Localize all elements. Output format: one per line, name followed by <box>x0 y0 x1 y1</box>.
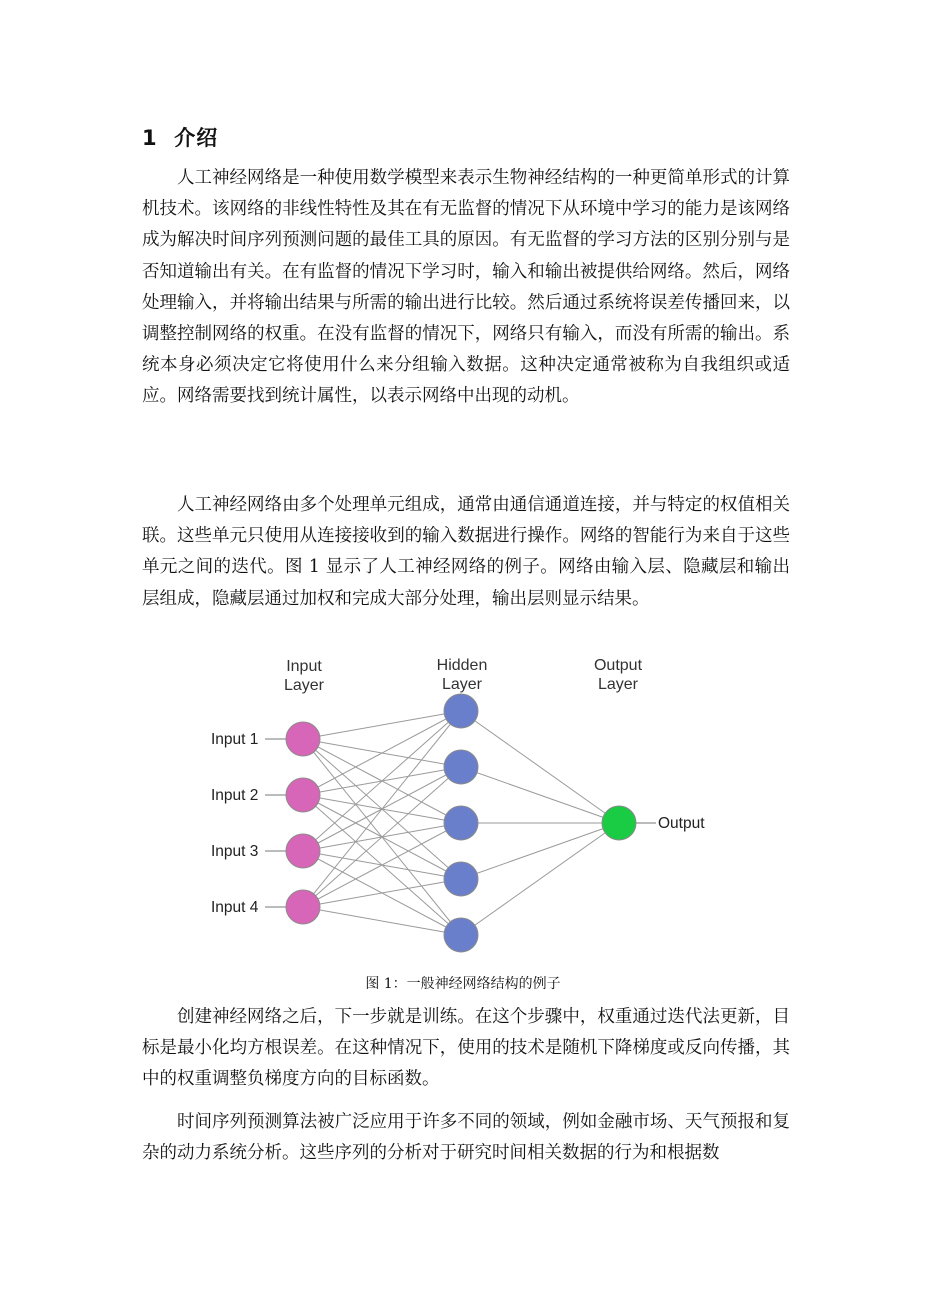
hidden-node-3 <box>444 806 478 840</box>
figure-caption: 图 1：一般神经网络结构的例子 <box>365 976 561 992</box>
hidden-node-2 <box>444 750 478 784</box>
paragraph-2: 人工神经网络由多个处理单元组成，通常由通信通道连接，并与特定的权值相关联。这些单元只使用从连接接收到的输入数据进行操作。网络的智能行为来自于这些单元之间的迭代。图 1 显示了人工神经网络的例子。网络由输入层、隐藏层和输出层组成，隐藏层通过加权和完成大部分处理，输出层则显示结果。 <box>142 495 790 609</box>
input-node-2 <box>286 778 320 812</box>
input-layer-heading-line1: Input <box>286 658 322 675</box>
input-layer-heading-line2: Layer <box>283 677 325 694</box>
neural-network-diagram <box>190 648 750 968</box>
section-heading <box>142 122 218 152</box>
edge-input-4-hidden-2 <box>303 767 461 907</box>
input-label-4: Input 4 <box>211 899 259 916</box>
input-label-1: Input 1 <box>211 731 259 748</box>
output-layer-heading-line1: Output <box>593 657 643 674</box>
hidden-layer-heading-line1: Hidden <box>436 657 488 674</box>
output-node <box>602 806 636 840</box>
input-label-2: Input 2 <box>211 787 259 804</box>
edge-hidden-2-output <box>461 767 619 823</box>
edge-input-1-hidden-1 <box>303 711 461 739</box>
hidden-node-1 <box>444 694 478 728</box>
edge-hidden-1-output <box>461 711 619 823</box>
edge-input-4-hidden-1 <box>303 711 461 907</box>
paragraph-1: 人工神经网络是一种使用数学模型来表示生物神经结构的一种更简单形式的计算机技术。该网络的非线性特性及其在有无监督的情况下从环境中学习的能力是该网络成为解决时间序列预测问题的最佳工具的原因。有无监督的学习方法的区别分别与是否知道输出有关。在有监督的情况下学习时，输入和输出被提供给网络。然后，网络处理输入，并将输出结果与所需的输出进行比较。然后通过系统将误差传播回来，以调整控制网络的权重。在没有监督的情况下，网络只有输入，而没有所需的输出。系统本身必须决定它将使用什么来分组输入数据。这种决定通常被称为自我组织或适应。网络需要找到统计属性，以表示网络中出现的动机。 <box>142 168 790 407</box>
edge-input-3-hidden-1 <box>303 711 461 851</box>
output-layer-heading-line2: Layer <box>597 676 639 693</box>
output-label: Output <box>658 815 705 832</box>
hidden-layer-heading-line2: Layer <box>441 676 483 693</box>
paragraph-4: 时间序列预测算法被广泛应用于许多不同的领域，例如金融市场、天气预报和复杂的动力系统分析。这些序列的分析对于研究时间相关数据的行为和根据数 <box>142 1112 790 1164</box>
hidden-node-4 <box>444 862 478 896</box>
section-number: 1 <box>142 126 158 150</box>
edge-input-4-hidden-3 <box>303 823 461 907</box>
section-title: 介绍 <box>174 126 219 150</box>
neural-network-figure <box>190 648 750 968</box>
paragraph-3: 创建神经网络之后，下一步就是训练。在这个步骤中，权重通过迭代法更新，目标是最小化均方根误差。在这种情况下，使用的技术是随机下降梯度或反向传播，其中的权重调整负梯度方向的目标函数。 <box>142 1007 790 1090</box>
edge-input-2-hidden-1 <box>303 711 461 795</box>
edge-hidden-4-output <box>461 823 619 879</box>
input-label-3: Input 3 <box>211 843 259 860</box>
edge-input-4-hidden-4 <box>303 879 461 907</box>
input-node-4 <box>286 890 320 924</box>
hidden-node-5 <box>444 918 478 952</box>
edge-hidden-5-output <box>461 823 619 935</box>
input-labels <box>211 731 259 916</box>
input-node-3 <box>286 834 320 868</box>
edge-input-4-hidden-5 <box>303 907 461 935</box>
input-node-1 <box>286 722 320 756</box>
